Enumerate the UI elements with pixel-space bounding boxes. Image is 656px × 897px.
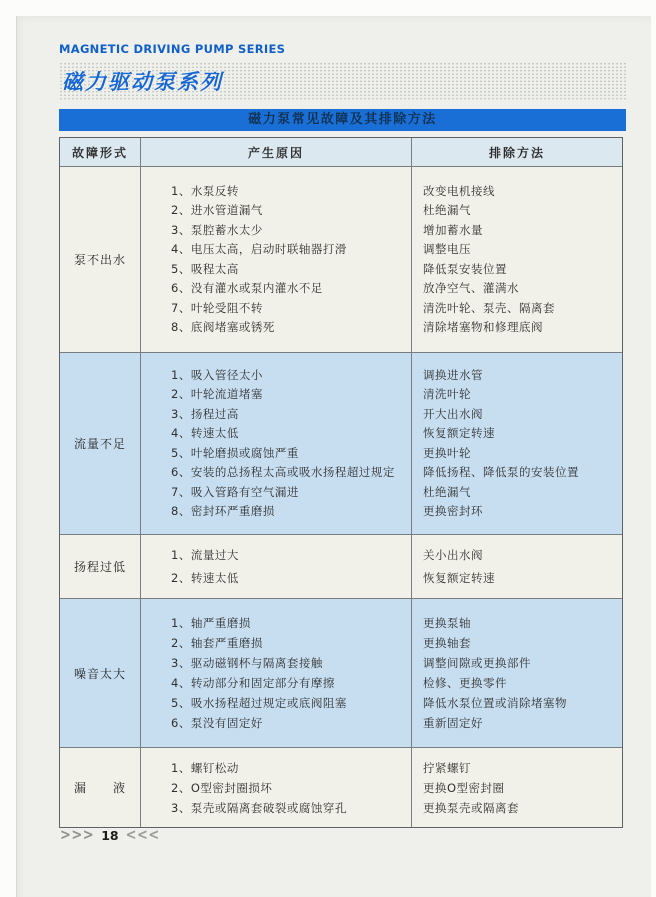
table-title-banner: 磁力泵常见故障及其排除方法 xyxy=(59,109,626,131)
text-line: 关小出水阀 xyxy=(423,547,483,562)
fault-label: 扬程过低 xyxy=(73,560,126,574)
text-line: 3、泵壳或隔离套破裂或腐蚀穿孔 xyxy=(171,800,347,815)
text-line: 8、密封环严重磨损 xyxy=(171,504,275,518)
text-line: 1、水泵反转 xyxy=(171,183,239,198)
chevrons-left-icon: >>> xyxy=(60,826,95,845)
text-line: 1、轴严重磨损 xyxy=(171,616,251,630)
cause-list xyxy=(140,535,411,598)
cause-list xyxy=(140,748,411,827)
text-line: 拧紧螺钉 xyxy=(423,760,471,775)
text-line: 清除堵塞物和修理底阀 xyxy=(423,320,543,334)
text-line: 5、叶轮磨损或腐蚀严重 xyxy=(171,445,299,460)
fault-label: 噪音太大 xyxy=(73,666,126,681)
remedy-list xyxy=(411,599,622,747)
troubleshooting-table xyxy=(59,137,623,828)
remedy-list xyxy=(411,167,622,352)
table-row-pump-no-water xyxy=(60,166,622,352)
text-line: 4、转速太低 xyxy=(171,426,239,440)
column-header-cause: 产生原因 xyxy=(140,138,411,166)
text-line: 6、安装的总扬程太高或吸水扬程超过规定 xyxy=(171,465,395,479)
text-line: 更换O型密封圈 xyxy=(423,780,505,795)
table-header-row xyxy=(60,138,622,166)
text-line: 6、泵没有固定好 xyxy=(171,716,263,730)
text-line: 降低泵安装位置 xyxy=(423,261,507,276)
series-title-english: MAGNETIC DRIVING PUMP SERIES xyxy=(59,42,286,56)
text-line: 7、吸入管路有空气漏进 xyxy=(171,484,299,499)
table-row-loud-noise xyxy=(60,598,622,747)
text-line: 恢复额定转速 xyxy=(423,570,495,585)
text-line: 3、扬程过高 xyxy=(171,406,239,421)
paper-sheet xyxy=(16,16,651,897)
cause-list xyxy=(140,599,411,747)
text-line: 4、电压太高，启动时联轴器打滑 xyxy=(171,242,347,256)
series-title-chinese: 磁力驱动泵系列 xyxy=(62,70,223,94)
text-line: 4、转动部分和固定部分有摩擦 xyxy=(171,676,335,690)
text-line: 2、转速太低 xyxy=(171,570,239,585)
text-line: 杜绝漏气 xyxy=(423,203,471,217)
text-line: 清洗叶轮 xyxy=(423,387,471,401)
text-line: 恢复额定转速 xyxy=(423,426,495,440)
text-line: 5、吸程太高 xyxy=(171,261,239,276)
text-line: 调整电压 xyxy=(423,242,471,256)
text-line: 2、轴套严重磨损 xyxy=(171,636,263,650)
text-line: 1、螺钉松动 xyxy=(171,760,239,775)
text-line: 6、没有灌水或泵内灌水不足 xyxy=(171,281,323,295)
text-line: 检修、更换零件 xyxy=(423,676,507,690)
text-line: 8、底阀堵塞或锈死 xyxy=(171,320,275,334)
column-header-fault: 故障形式 xyxy=(71,145,128,160)
text-line: 更换轴套 xyxy=(423,636,471,650)
chevrons-right-icon: <<< xyxy=(125,826,160,845)
text-line: 5、吸水扬程超过规定或底阀阻塞 xyxy=(171,696,347,710)
text-line: 更换泵轴 xyxy=(423,616,471,630)
page-footer xyxy=(60,828,160,843)
table-row-leakage xyxy=(60,747,622,827)
text-line: 降低水泵位置或消除堵塞物 xyxy=(423,696,567,710)
text-line: 7、叶轮受阻不转 xyxy=(171,300,263,315)
text-line: 2、O型密封圈损坏 xyxy=(171,780,273,795)
text-line: 1、吸入管径太小 xyxy=(171,367,263,382)
text-line: 更换泵壳或隔离套 xyxy=(423,800,519,815)
text-line: 调换进水管 xyxy=(423,367,483,382)
text-line: 3、泵腔蓄水太少 xyxy=(171,222,263,237)
text-line: 清洗叶轮、泵壳、隔离套 xyxy=(423,300,555,315)
fault-label: 漏 液 xyxy=(73,781,126,795)
text-line: 增加蓄水量 xyxy=(423,222,483,237)
text-line: 更换叶轮 xyxy=(423,445,471,460)
text-line: 2、进水管道漏气 xyxy=(171,203,263,217)
column-header-remedy: 排除方法 xyxy=(411,138,622,166)
text-line: 2、叶轮流道堵塞 xyxy=(171,387,263,401)
text-line: 1、流量过大 xyxy=(171,547,239,562)
page-number: 18 xyxy=(101,828,119,843)
text-line: 改变电机接线 xyxy=(423,183,495,198)
text-line: 3、驱动磁钢杯与隔离套接触 xyxy=(171,656,323,670)
text-line: 降低扬程、降低泵的安装位置 xyxy=(423,465,579,479)
fault-label: 泵不出水 xyxy=(73,253,126,267)
fault-label: 流量不足 xyxy=(73,437,126,451)
table-row-low-head xyxy=(60,534,622,598)
text-line: 更换密封环 xyxy=(423,504,483,518)
dotted-texture-band xyxy=(59,62,626,100)
remedy-list xyxy=(411,353,622,534)
text-line: 杜绝漏气 xyxy=(423,484,471,499)
remedy-list xyxy=(411,535,622,598)
text-line: 重新固定好 xyxy=(423,716,483,730)
text-line: 放净空气、灌满水 xyxy=(423,281,519,295)
remedy-list xyxy=(411,748,622,827)
text-line: 开大出水阀 xyxy=(423,406,483,421)
cause-list xyxy=(140,167,411,352)
text-line: 调整间隙或更换部件 xyxy=(423,656,531,670)
table-row-low-flow xyxy=(60,352,622,534)
cause-list xyxy=(140,353,411,534)
